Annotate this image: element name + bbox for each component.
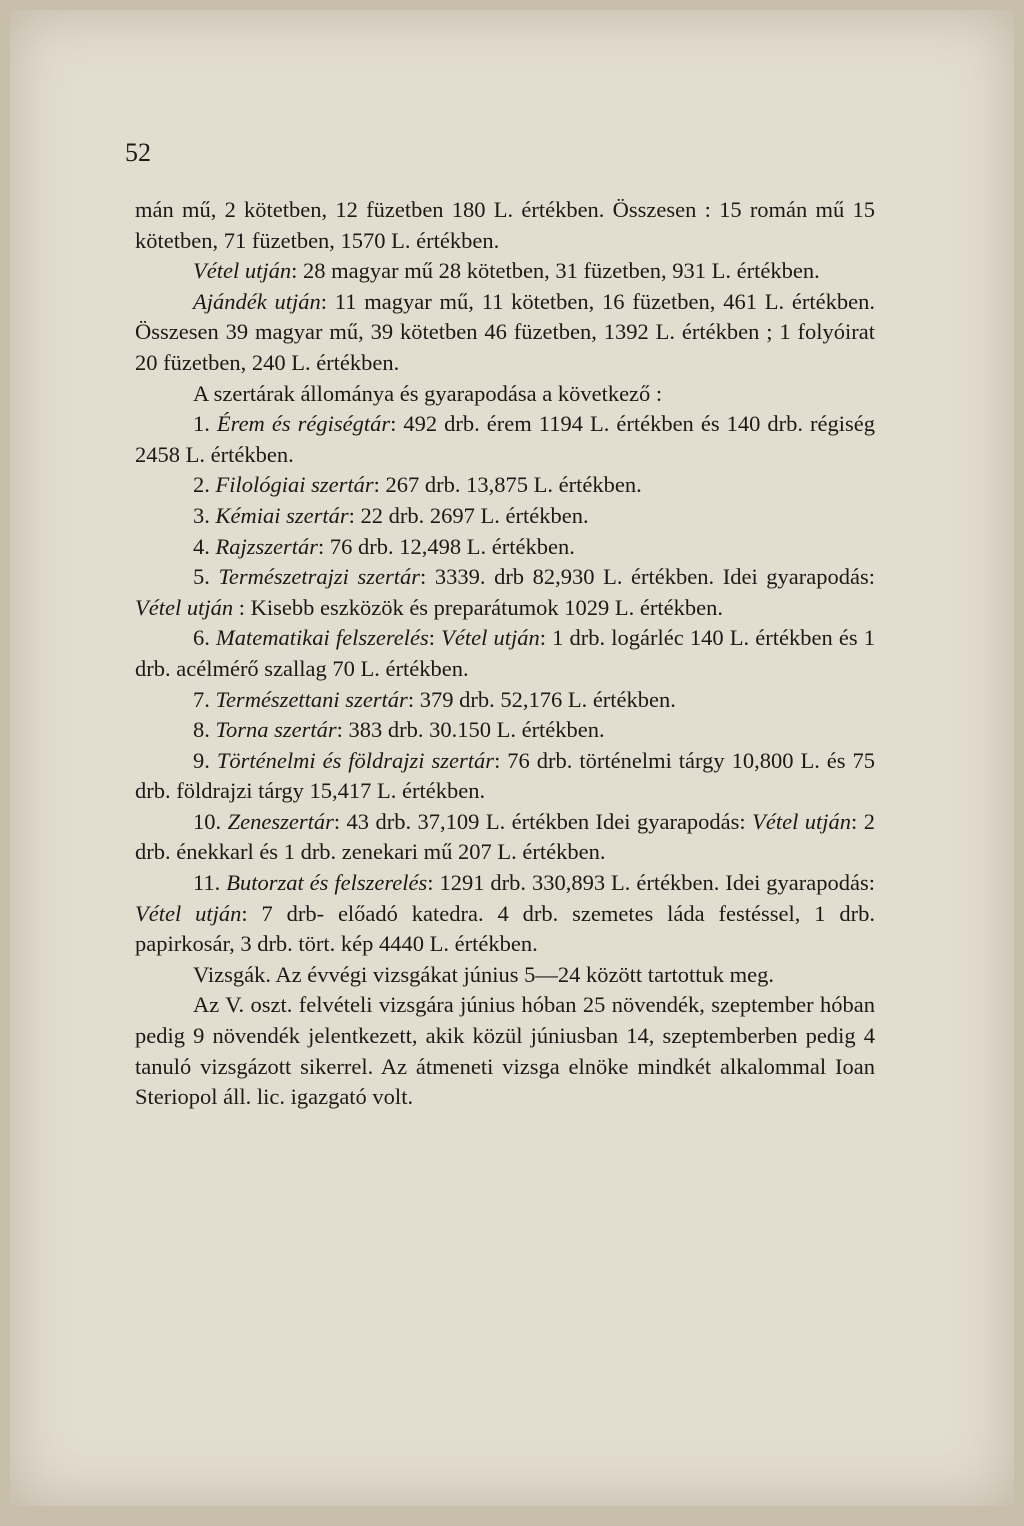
body-text [135,195,875,1113]
paragraph [135,746,875,807]
italic-heading: Vétel utján [193,258,292,284]
paragraph [135,990,875,1112]
italic-heading: Érem és régiségtár [216,411,391,437]
text-run: : 379 drb. 52,176 L. értékben. [407,686,676,712]
italic-heading: Vétel utján [135,900,242,926]
text-run: : 11 magyar mű, 11 kötetben, 16 füzetben, 461 L. értékben. Összesen 39 magyar mű, 39 kötetben 46 füzetben, 1392 L. értékben ; 1 folyóirat 20 füzetben, 240 L. értékben. [135,288,875,375]
text-run: : 22 drb. 2697 L. értékben. [348,502,589,528]
paragraph [135,623,875,684]
text-run: : 3339. drb 82,930 L. értékben. Idei gyarapodás: [420,564,876,590]
page-number: 52 [125,138,151,167]
text-run: : 28 magyar mű 28 kötetben, 31 füzetben, 931 L. értékben. [291,258,820,284]
text-run: : 43 drb. 37,109 L. értékben Idei gyarapodás: [333,808,753,834]
text-run: : 76 drb. történelmi tárgy 10,800 L. és 75 drb. földrajzi tárgy 15,417 L. értékben. [135,747,876,804]
text-run: 1. [193,411,217,437]
text-run: Vizsgák. Az évvégi vizsgákat június 5—24 között tartottuk meg. [193,961,775,987]
italic-heading: Filológiai szertár [215,472,374,498]
document-page [10,10,1014,1506]
paragraph [135,501,875,532]
paragraph [135,195,875,256]
paragraph [135,960,875,991]
text-run: 4. [193,533,216,559]
text-run: 9. [193,747,217,773]
italic-heading: Butorzat és felszerelés [226,870,428,896]
paragraph [135,562,875,623]
text-run: 7. [193,686,216,712]
text-run: 11. [193,870,227,896]
italic-heading: Ajándék utján [193,288,321,314]
text-run: mán mű, 2 kötetben, 12 füzetben 180 L. értékben. Összesen : 15 román mű 15 kötetben, 71 füzetben, 1570 L. értékben. [135,197,875,253]
paragraph [135,868,875,960]
italic-heading: Vétel utján [441,625,540,651]
italic-heading: Természettani szertár [215,686,408,712]
italic-heading: Kémiai szertár [215,502,349,528]
paragraph [135,685,875,716]
text-run: : Kisebb eszközök és preparátumok 1029 L. értékben. [233,594,723,620]
text-run: 10. [193,808,228,834]
paragraph [135,287,875,379]
italic-heading: Természetrajzi szertár [218,564,421,590]
text-run: : [428,625,442,651]
text-run: : 383 drb. 30.150 L. értékben. [336,717,605,743]
text-run: 3. [193,502,216,528]
paragraph [135,409,875,470]
text-run: Az V. oszt. felvételi vizsgára június hóban 25 növendék, szeptember hóban pedig 9 növendék jelentkezett, akik közül júniusban 14, szeptemberben pedig 4 tanuló vizsgázott sikerrel. Az átmeneti vizsga elnöke mindkét alkalommal Ioan Steriopol áll. lic. igazgató volt. [135,992,875,1110]
text-run: : 1 drb. logárléc 140 L. értékben és 1 drb. acélmérő szallag 70 L. értékben. [135,625,875,681]
italic-heading: Történelmi és földrajzi szertár [216,747,495,773]
italic-heading: Vétel utján [135,594,234,620]
text-run: : 2 drb. énekkarl és 1 drb. zenekari mű 207 L. értékben. [135,808,875,865]
italic-heading: Matematikai felszerelés [216,625,429,651]
text-run: 5. [193,564,219,590]
paragraph [135,715,875,746]
italic-heading: Rajzszertár [215,533,319,559]
italic-heading: Vétel utján [752,808,852,834]
text-run: : 492 drb. érem 1194 L. értékben és 140 drb. régiség 2458 L. értékben. [135,411,875,467]
text-run: : 7 drb- előadó katedra. 4 drb. szemetes láda festéssel, 1 drb. papirkosár, 3 drb. tört. kép 4440 L. értékben. [135,900,875,957]
paragraph [135,256,875,287]
text-run: 6. [193,625,217,651]
paragraph [135,379,875,410]
italic-heading: Torna szertár [215,717,337,743]
text-run: A szertárak állománya és gyarapodása a következő : [193,380,663,406]
text-run: 2. [193,472,216,498]
italic-heading: Zeneszertár [227,808,334,834]
paragraph [135,807,875,868]
text-run: : 1291 drb. 330,893 L. értékben. Idei gyarapodás: [427,870,875,896]
paragraph [135,532,875,563]
paragraph [135,470,875,501]
text-run: : 76 drb. 12,498 L. értékben. [318,533,575,559]
text-run: : 267 drb. 13,875 L. értékben. [373,472,642,498]
text-run: 8. [193,717,216,743]
